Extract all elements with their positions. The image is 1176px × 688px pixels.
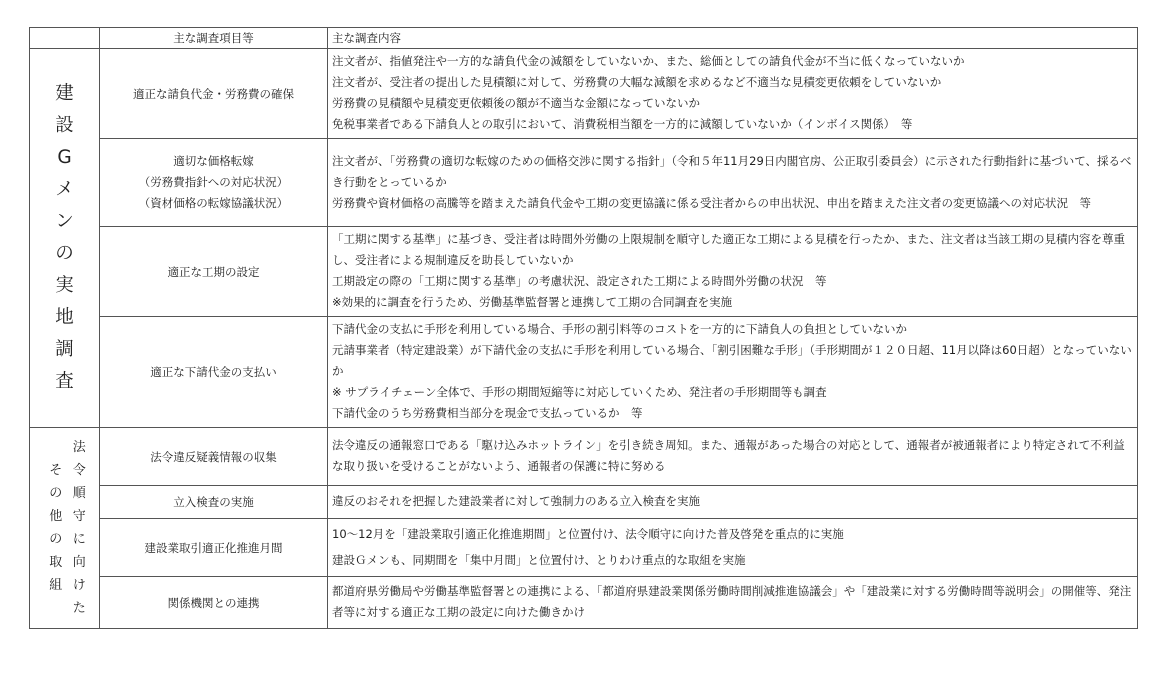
item-label: 適切な価格転嫁 [173, 154, 254, 168]
table-row [30, 428, 1138, 486]
category-char: の [49, 485, 63, 501]
content-cell [328, 577, 1138, 629]
category-char: 守 [72, 508, 86, 524]
category-char: の [55, 243, 74, 264]
category-char: ン [55, 211, 74, 232]
category-char: 順 [72, 485, 86, 501]
category-char [44, 597, 68, 620]
content-cell [328, 139, 1138, 227]
content-line: 労務費の見積額や見積変更依頼後の額が不適当な金額になっていないか [332, 96, 700, 110]
category-char: 組 [49, 577, 63, 593]
content-cell [328, 519, 1138, 577]
content-line: 10～12月を「建設業取引適正化推進期間」と位置付け、法令順守に向けた普及啓発を重点的に実施 [332, 527, 844, 541]
content-cell [328, 317, 1138, 428]
table-row [30, 486, 1138, 519]
item-cell [100, 428, 328, 486]
item-label: 適正な工期の設定 [167, 264, 260, 279]
content-line: 注文者が、指値発注や一方的な請負代金の減額をしていないか、また、総価としての請負代金が不当に低くなっていないか [332, 54, 965, 68]
item-cell [100, 139, 328, 227]
table-row [30, 49, 1138, 139]
category-char: メ [55, 179, 74, 200]
content-cell [328, 227, 1138, 317]
category-char: 調 [55, 339, 74, 360]
item-label: （労務費指針への対応状況） [138, 175, 289, 189]
survey-table [29, 27, 1138, 629]
content-line: 元請事業者（特定建設業）が下請代金の支払に手形を利用している場合、「割引困難な手形」（手形期間が１２０日超、11月以降は60日超）となっていないか [332, 343, 1132, 378]
category-char: 取 [49, 554, 63, 570]
category-legal-compliance [30, 428, 100, 629]
content-cell [328, 49, 1138, 139]
category-char: 他 [49, 508, 63, 524]
content-line: 違反のおそれを把握した建設業者に対して強制力のある立入検査を実施 [332, 494, 700, 508]
category-char: 地 [55, 307, 74, 328]
category-char [44, 436, 68, 459]
content-line: 法令違反の通報窓口である「駆け込みホットライン」を引き続き周知。また、通報があった場合の対応として、通報者が被通報者により特定されて不利益な取り扱いを受けることがないよう、通報者の保護に特に努める [332, 438, 1125, 473]
table-row [30, 577, 1138, 629]
category-char: G [57, 147, 72, 168]
table-row [30, 227, 1138, 317]
category-char: た [72, 600, 86, 616]
category-char: 法 [72, 439, 86, 455]
table-row [30, 519, 1138, 577]
content-line: 工期設定の際の「工期に関する基準」の考慮状況、設定された工期による時間外労働の状況 等 [332, 274, 827, 288]
content-line: 注文者が、「労務費の適切な転嫁のための価格交渉に関する指針」（令和５年11月29日内閣官房、公正取引委員会）に示された行動指針に基づいて、採るべき行動をとっているか [332, 153, 1132, 189]
category-char: 実 [55, 275, 74, 296]
content-line: 注文者が、受注者の提出した見積額に対して、労務費の大幅な減額を求めるなど不適当な見積変更依頼をしていないか [332, 75, 942, 89]
category-char: け [72, 577, 86, 593]
item-label: 建設業取引適正化推進月間 [144, 540, 283, 555]
header-blank-cell [30, 28, 100, 49]
content-line: ※ サプライチェーン全体で、手形の期間短縮等に対応していくため、発注者の手形期間等も調査 [332, 385, 827, 399]
table-header-row [30, 28, 1138, 49]
item-cell [100, 49, 328, 139]
category-char: の [49, 531, 63, 547]
category-char: に [72, 531, 86, 547]
content-cell [328, 428, 1138, 486]
content-line: 「工期に関する基準」に基づき、受注者は時間外労働の上限規制を順守した適正な工期による見積を行ったか、また、注文者は当該工期の見積内容を尊重し、受注者による規制違反を助長していないか [332, 232, 1126, 267]
item-cell [100, 577, 328, 629]
item-cell [100, 227, 328, 317]
content-line: ※効果的に調査を行うため、労働基準監督署と連携して工期の合同調査を実施 [332, 295, 733, 309]
content-line: 建設Ｇメンも、同期間を「集中月間」と位置付け、とりわけ重点的な取組を実施 [332, 553, 746, 567]
content-line: 免税事業者である下請負人との取引において、消費税相当額を一方的に減額していないか（インボイス関係） 等 [332, 117, 913, 131]
item-label: （資材価格の転嫁協議状況） [138, 196, 289, 210]
content-line: 都道府県労働局や労働基準監督署との連携による、「都道府県建設業関係労働時間削減推進協議会」や「建設業に対する労働時間等説明会」の開催等、発注者等に対する適正な工期の設定に向けた働きかけ [332, 584, 1132, 619]
content-line: 下請代金の支払に手形を利用している場合、手形の割引料等のコストを一方的に下請負人の負担としていないか [332, 322, 907, 336]
item-cell [100, 486, 328, 519]
content-cell [328, 486, 1138, 519]
item-cell [100, 317, 328, 428]
category-char: 査 [55, 371, 74, 392]
item-label: 立入検査の実施 [173, 495, 254, 509]
category-char: 設 [55, 115, 74, 136]
category-g-men-inspection [30, 49, 100, 428]
category-char: そ [49, 462, 63, 478]
category-char: 建 [55, 83, 74, 104]
header-items: 主な調査項目等 [100, 28, 328, 49]
content-line: 下請代金のうち労務費相当部分を現金で支払っているか 等 [332, 406, 643, 420]
item-label: 法令違反疑義情報の収集 [150, 449, 277, 464]
category-char: 令 [72, 462, 86, 478]
content-line: 労務費や資材価格の高騰等を踏まえた請負代金や工期の変更協議に係る受注者からの申出状況、申出を踏まえた注文者の変更協議への対応状況 等 [332, 195, 1091, 210]
item-label: 適正な請負代金・労務費の確保 [133, 86, 294, 101]
table-row [30, 139, 1138, 227]
item-label: 適正な下請代金の支払い [150, 365, 277, 379]
category-char: 向 [72, 554, 86, 570]
table-row [30, 317, 1138, 428]
header-contents: 主な調査内容 [328, 28, 1138, 49]
item-label: 関係機関との連携 [167, 595, 260, 610]
item-cell [100, 519, 328, 577]
